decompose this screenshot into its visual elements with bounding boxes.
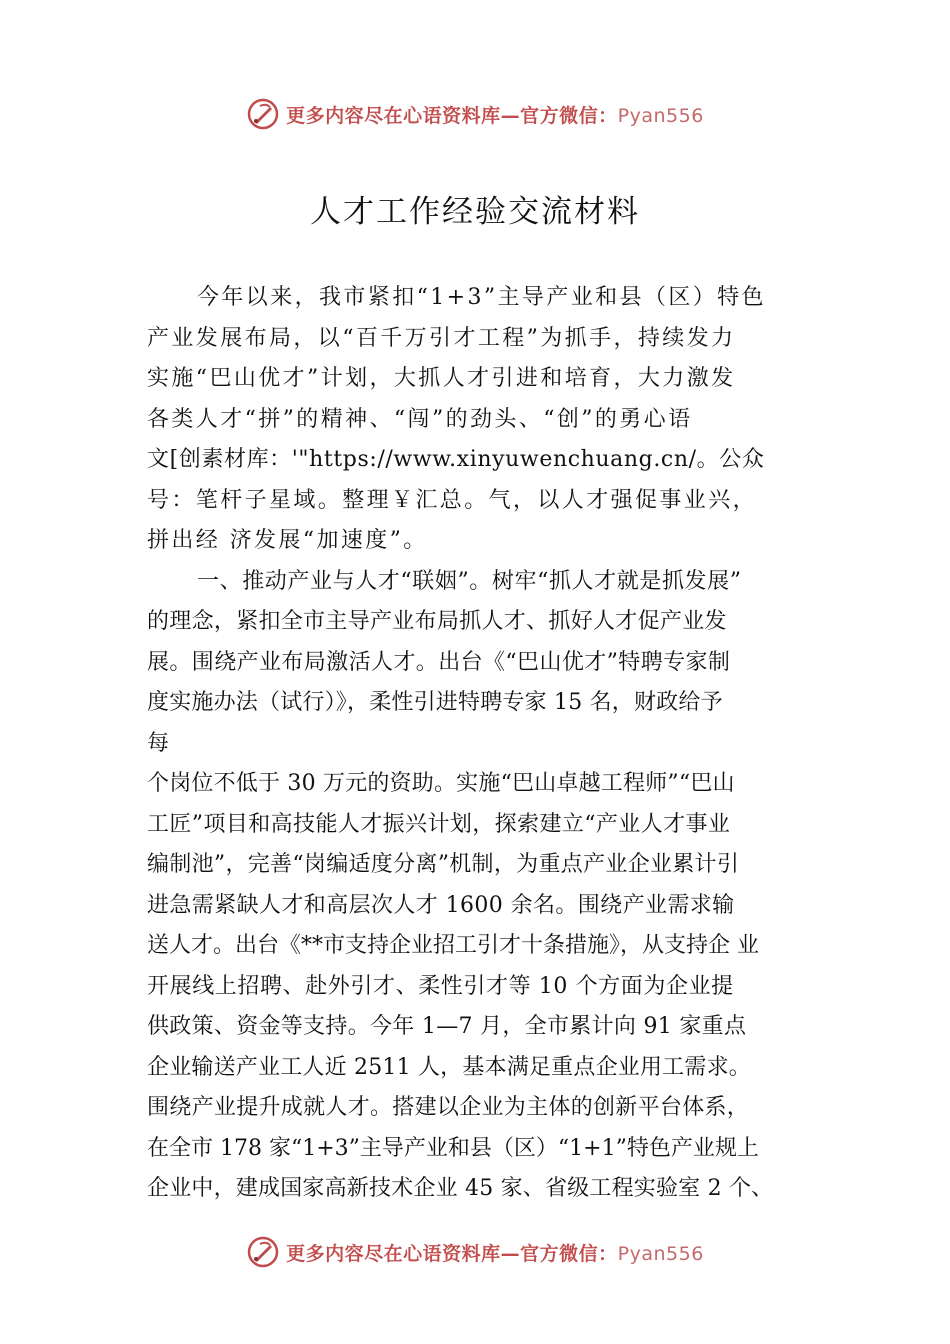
text-line: 进急需紧缺人才和高层次人才 1600 余名。围绕产业需求输 xyxy=(147,892,735,918)
text-line: 今年以来，我市紧扣“1+3”主导产业和县（区）特色 xyxy=(197,285,766,310)
text-line: 在全市 178 家“1+3”主导产业和县（区）“1+1”特色产业规上 xyxy=(147,1135,759,1161)
banner-slogan: 更多内容尽在心语资料库—官方微信： xyxy=(286,104,618,127)
pen-leaf-logo-icon xyxy=(246,97,280,131)
text-line: 企业输送产业工人近 2511 人，基本满足重点企业用工需求。 xyxy=(147,1054,751,1080)
banner-wechat-id: Pyan556 xyxy=(617,1242,704,1265)
text-line: 个岗位不低于 30 万元的资助。实施“巴山卓越工程师”“巴山 xyxy=(147,771,735,796)
banner-text xyxy=(286,101,704,128)
banner-text xyxy=(286,1239,704,1266)
text-line: 开展线上招聘、赴外引才、柔性引才等 10 个方面为企业提 xyxy=(147,973,734,999)
header-banner xyxy=(0,94,950,134)
text-line: 文[创素材库：'"https://www.xinyuwenchuang.cn/。公众 xyxy=(147,447,765,472)
text-line: 的理念，紧扣全市主导产业布局抓人才、抓好人才促产业发 xyxy=(147,609,727,634)
footer-banner xyxy=(0,1232,950,1272)
text-line: 度实施办法（试行）》，柔性引进特聘专家 15 名，财政给予 xyxy=(147,690,723,715)
banner-slogan: 更多内容尽在心语资料库—官方微信： xyxy=(286,1242,618,1265)
text-line: 供政策、资金等支持。今年 1—7 月，全市累计向 91 家重点 xyxy=(147,1014,747,1039)
text-line: 企业中，建成国家高新技术企业 45 家、省级工程实验室 2 个、 xyxy=(147,1176,774,1201)
text-line: 每 xyxy=(147,730,170,756)
banner-wechat-id: Pyan556 xyxy=(617,104,704,127)
document-title: 人才工作经验交流材料 xyxy=(310,194,640,230)
text-line: 产业发展布局，以“百千万引才工程”为抓手，持续发力 xyxy=(147,325,736,351)
text-line: 工匠”项目和高技能人才振兴计划，探索建立“产业人才事业 xyxy=(147,811,731,837)
text-line: 送人才。出台《**市支持企业招工引才十条措施》，从支持企 业 xyxy=(147,933,759,958)
text-line: 一、推动产业与人才“联姻”。树牢“抓人才就是抓发展” xyxy=(197,568,742,594)
pen-leaf-logo-icon xyxy=(246,1235,280,1269)
text-line: 编制池”，完善“岗编适度分离”机制，为重点产业企业累计引 xyxy=(147,852,740,877)
text-line: 围绕产业提升成就人才。搭建以企业为主体的创新平台体系， xyxy=(147,1095,750,1120)
text-line: 实施“巴山优才”计划，大抓人才引进和培育，大力激发 xyxy=(147,366,736,391)
text-line: 号：笔杆子星域。整理￥汇总。气，以人才强促事业兴， xyxy=(147,487,758,513)
document-body xyxy=(147,278,809,1210)
text-line: 各类人才“拼”的精神、“闯”的劲头、“创”的勇心语 xyxy=(147,406,693,432)
text-line: 拼出经 济发展“加速度”。 xyxy=(147,528,428,553)
text-line: 展。围绕产业布局激活人才。出台《“巴山优才”特聘专家制 xyxy=(147,649,731,675)
